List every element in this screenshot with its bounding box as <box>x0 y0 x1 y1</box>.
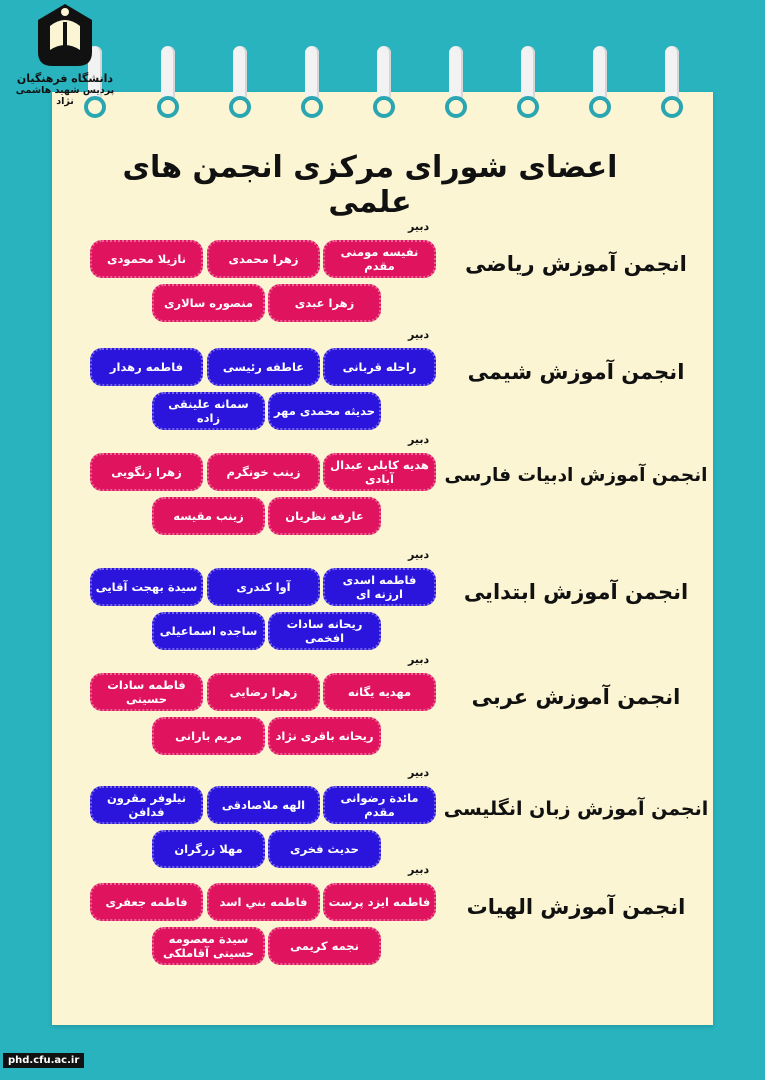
association-name: انجمن آموزش ابتدایی <box>463 580 689 604</box>
member-chip: ریحانه سادات افخمی <box>268 612 381 650</box>
member-chip: فاطمه بني اسد <box>207 883 320 921</box>
spiral-ring <box>517 46 539 124</box>
spiral-ring <box>661 46 683 124</box>
secretary-label: دبیر <box>408 328 430 341</box>
member-chip: عاطفه رئیسی <box>207 348 320 386</box>
member-chip: ساجده اسماعیلی <box>152 612 265 650</box>
member-chip: مریم بارانی <box>152 717 265 755</box>
member-chip: نیلوفر مقرون فدافن <box>90 786 203 824</box>
member-chip: نازیلا محمودی <box>90 240 203 278</box>
member-chip: مهلا زرگران <box>152 830 265 868</box>
secretary-label: دبیر <box>408 766 430 779</box>
secretary-label: دبیر <box>408 548 430 561</box>
member-chip: مائدة رضوانی مقدم <box>323 786 436 824</box>
page-title: اعضای شورای مرکزی انجمن های علمی <box>122 150 618 220</box>
member-chip: عارفه نظریان <box>268 497 381 535</box>
secretary-label: دبیر <box>408 653 430 666</box>
member-chip: زهرا رضایی <box>207 673 320 711</box>
association-name: انجمن آموزش ریاضی <box>465 252 687 276</box>
association-section <box>80 768 710 868</box>
member-chip: حدیثه محمدی مهر <box>268 392 381 430</box>
association-name: انجمن آموزش ادبیات فارسی <box>444 465 708 486</box>
secretary-label: دبیر <box>408 863 430 876</box>
association-section <box>80 655 710 755</box>
secretary-label: دبیر <box>408 433 430 446</box>
association-section <box>80 435 710 535</box>
spiral-ring <box>229 46 251 124</box>
member-chip: سیدة معصومه حسینی آقاملکی <box>152 927 265 965</box>
association-name: انجمن آموزش زبان انگلیسی <box>443 798 709 820</box>
spiral-ring <box>373 46 395 124</box>
member-chip: فاطمه رهدار <box>90 348 203 386</box>
member-chip: زینب خونگرم <box>207 453 320 491</box>
association-name: انجمن آموزش شیمی <box>467 360 685 384</box>
member-chip: زینب مقیسه <box>152 497 265 535</box>
member-chip: راحله قربانی <box>323 348 436 386</box>
watermark: phd.cfu.ac.ir <box>3 1053 84 1068</box>
member-chip: سمانه علینقی زاده <box>152 392 265 430</box>
spiral-ring <box>157 46 179 124</box>
member-chip: الهه ملاصادقی <box>207 786 320 824</box>
member-chip: زهرا زنگویی <box>90 453 203 491</box>
association-section <box>80 222 710 322</box>
member-chip: منصوره سالاری <box>152 284 265 322</box>
member-chip: فاطمه جعفری <box>90 883 203 921</box>
spiral-ring <box>589 46 611 124</box>
member-chip: سیدة بهجت آقایی <box>90 568 203 606</box>
association-section <box>80 550 710 650</box>
spiral-ring <box>301 46 323 124</box>
association-section <box>80 865 710 965</box>
association-name: انجمن آموزش عربی <box>471 685 681 709</box>
member-chip: حدیث فخری <box>268 830 381 868</box>
secretary-label: دبیر <box>408 220 430 233</box>
member-chip: مهدیه یگانه <box>323 673 436 711</box>
member-chip: زهرا عبدی <box>268 284 381 322</box>
logo-campus-name: پردیس شهید هاشمی نژاد <box>15 85 115 107</box>
member-chip: نفیسه مومنی مقدم <box>323 240 436 278</box>
member-chip: آوا کندری <box>207 568 320 606</box>
member-chip: زهرا محمدی <box>207 240 320 278</box>
member-chip: هدیه کابلی عبدال آبادی <box>323 453 436 491</box>
spiral-ring <box>445 46 467 124</box>
member-chip: نجمه کریمی <box>268 927 381 965</box>
association-section <box>80 330 710 430</box>
logo-emblem-icon <box>30 0 100 72</box>
university-logo <box>10 0 120 105</box>
association-name: انجمن آموزش الهیات <box>466 895 686 919</box>
member-chip: ریحانه باقری نژاد <box>268 717 381 755</box>
member-chip: فاطمه اسدی ارزنه ای <box>323 568 436 606</box>
member-chip: فاطمه سادات حسینی <box>90 673 203 711</box>
logo-university-name: دانشگاه فرهنگیان <box>16 72 114 85</box>
member-chip: فاطمه ایزد پرست <box>323 883 436 921</box>
